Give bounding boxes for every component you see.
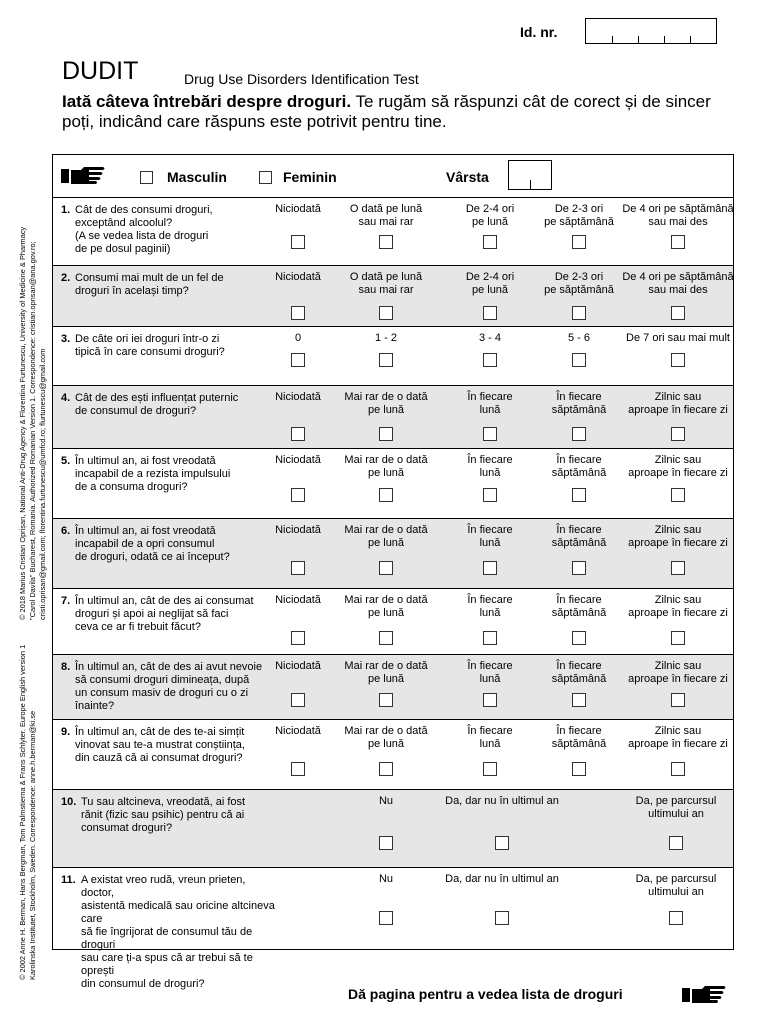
answer-option-label: 3 - 4 bbox=[478, 332, 501, 344]
answer-checkbox[interactable] bbox=[291, 235, 305, 249]
answer-checkbox[interactable] bbox=[379, 836, 393, 850]
answer-checkbox[interactable] bbox=[669, 911, 683, 925]
question-text: În ultimul an, ai fost vreodată incapabil de a rezista impulsului de a consuma droguri? bbox=[75, 455, 231, 493]
id-number-label: Id. nr. bbox=[520, 24, 558, 40]
answer-option-label: Zilnic sau aproape în fiecare zi bbox=[628, 594, 728, 619]
copyright-line: © 2002 Anne H. Berman, Hans Bergman, Tom Palmstierna & Frans Schlyter. Europe English version 1 bbox=[18, 644, 27, 980]
answer-option-label: Da, dar nu în ultimul an bbox=[445, 873, 559, 885]
pointing-hand-icon bbox=[61, 166, 107, 186]
answer-option-label: Niciodată bbox=[275, 454, 321, 466]
answer-option-label: Mai rar de o dată pe lună bbox=[344, 725, 428, 750]
question-number: 9. bbox=[61, 726, 71, 738]
footer-instruction: Dă pagina pentru a vedea lista de droguri bbox=[348, 986, 623, 1002]
answer-option-label: În fiecare lună bbox=[467, 524, 513, 549]
copyright-line: Karolinska Institutet, Stockholm, Sweden. Correspondence: anne.h.berman@ki.se bbox=[28, 710, 37, 980]
question-row bbox=[53, 327, 733, 386]
answer-checkbox[interactable] bbox=[483, 235, 497, 249]
answer-checkbox[interactable] bbox=[483, 427, 497, 441]
answer-checkbox[interactable] bbox=[671, 762, 685, 776]
answer-checkbox[interactable] bbox=[671, 353, 685, 367]
question-number: 11. bbox=[61, 874, 76, 886]
answer-option-label: Zilnic sau aproape în fiecare zi bbox=[628, 725, 728, 750]
answer-option-label: În fiecare săptămână bbox=[551, 725, 607, 750]
answer-checkbox[interactable] bbox=[572, 693, 586, 707]
answer-option-label: De 2-4 ori pe lună bbox=[465, 203, 515, 228]
answer-option-label: Da, pe parcursul ultimului an bbox=[635, 795, 717, 820]
answer-option-label: Zilnic sau aproape în fiecare zi bbox=[628, 660, 728, 685]
answer-option-label: Zilnic sau aproape în fiecare zi bbox=[628, 524, 728, 549]
answer-checkbox[interactable] bbox=[379, 427, 393, 441]
answer-checkbox[interactable] bbox=[671, 631, 685, 645]
answer-checkbox[interactable] bbox=[572, 488, 586, 502]
answer-option-label: Mai rar de o dată pe lună bbox=[344, 391, 428, 416]
answer-option-label: Mai rar de o dată pe lună bbox=[344, 660, 428, 685]
answer-option-label: 1 - 2 bbox=[374, 332, 397, 344]
answer-option-label: În fiecare săptămână bbox=[551, 454, 607, 479]
answer-checkbox[interactable] bbox=[483, 306, 497, 320]
answer-option-label: În fiecare lună bbox=[467, 594, 513, 619]
answer-option-label: Niciodată bbox=[275, 203, 321, 215]
answer-checkbox[interactable] bbox=[572, 353, 586, 367]
answer-option-label: Zilnic sau aproape în fiecare zi bbox=[628, 391, 728, 416]
answer-option-label: Niciodată bbox=[275, 524, 321, 536]
answer-checkbox[interactable] bbox=[379, 306, 393, 320]
age-field[interactable] bbox=[508, 160, 552, 190]
male-label: Masculin bbox=[167, 169, 227, 185]
answer-checkbox[interactable] bbox=[291, 427, 305, 441]
question-text: Consumi mai mult de un fel de droguri în același timp? bbox=[75, 272, 224, 297]
question-text: În ultimul an, cât de des te-ai simțit vinovat sau te-a mustrat conștiința, din cauză că ai consumat droguri? bbox=[75, 726, 245, 764]
answer-checkbox[interactable] bbox=[379, 353, 393, 367]
answer-option-label: De 2-4 ori pe lună bbox=[465, 271, 515, 296]
answer-checkbox[interactable] bbox=[572, 306, 586, 320]
question-text: În ultimul an, cât de des ai consumat droguri și apoi ai neglijat să faci ceva ce ar fi trebuit făcut? bbox=[75, 595, 254, 633]
question-number: 10. bbox=[61, 796, 77, 808]
answer-option-label: 5 - 6 bbox=[567, 332, 590, 344]
question-text: În ultimul an, ai fost vreodată incapabil de a opri consumul de droguri, odată ce ai început? bbox=[75, 525, 230, 563]
answer-checkbox[interactable] bbox=[483, 762, 497, 776]
answer-checkbox[interactable] bbox=[291, 353, 305, 367]
copyright-line: © 2018 Marius Cristian Oprișan, National Anti-Drug Agency & Florentina Furtunescu, University of Medicine & Pharmacy bbox=[18, 226, 27, 620]
answer-option-label: În fiecare săptămână bbox=[551, 660, 607, 685]
question-row bbox=[53, 266, 733, 327]
answer-checkbox[interactable] bbox=[671, 427, 685, 441]
answer-option-label: Nu bbox=[378, 795, 394, 807]
answer-checkbox[interactable] bbox=[495, 911, 509, 925]
question-number: 8. bbox=[61, 661, 71, 673]
page-title: DUDIT bbox=[62, 57, 139, 85]
question-row bbox=[53, 720, 733, 790]
answer-checkbox[interactable] bbox=[379, 488, 393, 502]
answer-checkbox[interactable] bbox=[291, 762, 305, 776]
answer-checkbox[interactable] bbox=[572, 235, 586, 249]
answer-option-label: În fiecare lună bbox=[467, 391, 513, 416]
female-label: Feminin bbox=[283, 169, 337, 185]
question-number: 6. bbox=[61, 525, 71, 537]
answer-option-label: De 7 ori sau mai mult bbox=[626, 332, 730, 344]
answer-option-label: Mai rar de o dată pe lună bbox=[344, 524, 428, 549]
answer-option-label: De 2-3 ori pe săptămână bbox=[544, 203, 614, 228]
question-number: 1. bbox=[61, 204, 71, 216]
answer-checkbox[interactable] bbox=[572, 427, 586, 441]
age-label: Vârsta bbox=[446, 169, 489, 185]
answer-checkbox[interactable] bbox=[379, 235, 393, 249]
answer-option-label: Niciodată bbox=[275, 725, 321, 737]
question-row bbox=[53, 519, 733, 589]
question-number: 7. bbox=[61, 595, 71, 607]
answer-checkbox[interactable] bbox=[379, 631, 393, 645]
answer-option-label: Niciodată bbox=[275, 391, 321, 403]
id-number-field[interactable] bbox=[585, 18, 717, 44]
answer-checkbox[interactable] bbox=[379, 693, 393, 707]
answer-option-label: Nu bbox=[378, 873, 394, 885]
female-checkbox[interactable] bbox=[259, 171, 272, 184]
answer-checkbox[interactable] bbox=[572, 762, 586, 776]
answer-checkbox[interactable] bbox=[572, 631, 586, 645]
answer-option-label: O dată pe lună sau mai rar bbox=[349, 203, 423, 228]
answer-checkbox[interactable] bbox=[379, 911, 393, 925]
answer-option-label: Da, pe parcursul ultimului an bbox=[635, 873, 717, 898]
male-checkbox[interactable] bbox=[140, 171, 153, 184]
answer-option-label: 0 bbox=[294, 332, 302, 344]
answer-option-label: În fiecare lună bbox=[467, 454, 513, 479]
answer-checkbox[interactable] bbox=[671, 235, 685, 249]
answer-option-label: În fiecare săptămână bbox=[551, 594, 607, 619]
question-row bbox=[53, 655, 733, 720]
answer-checkbox[interactable] bbox=[379, 762, 393, 776]
answer-checkbox[interactable] bbox=[483, 561, 497, 575]
answer-option-label: Zilnic sau aproape în fiecare zi bbox=[628, 454, 728, 479]
answer-checkbox[interactable] bbox=[483, 353, 497, 367]
copyright-line: "Carol Davila" Bucharest, Romania. Authorized Romanian Version 1. Correspondence: cristian.oprisan@ana.gov.ro; bbox=[28, 241, 37, 620]
question-row bbox=[53, 386, 733, 449]
answer-option-label: În fiecare lună bbox=[467, 725, 513, 750]
answer-option-label: De 2-3 ori pe săptămână bbox=[544, 271, 614, 296]
question-text: În ultimul an, cât de des ai avut nevoie să consumi droguri dimineața, după un consum masiv de droguri cu o zi înainte? bbox=[75, 661, 263, 712]
answer-option-label: În fiecare lună bbox=[467, 660, 513, 685]
answer-checkbox[interactable] bbox=[572, 561, 586, 575]
intro-rest: Te rugăm să răspunzi cât de corect și de sincer poți, indicând care răspuns este potrivit pentru tine. bbox=[62, 92, 711, 131]
question-row bbox=[53, 868, 733, 990]
answer-checkbox[interactable] bbox=[483, 631, 497, 645]
question-text: Tu sau altcineva, vreodată, ai fost rănit (fizic sau psihic) pentru că ai consumat droguri? bbox=[81, 796, 246, 834]
answer-checkbox[interactable] bbox=[671, 693, 685, 707]
question-text: De câte ori iei droguri într-o zi tipică în care consumi droguri? bbox=[75, 333, 225, 358]
page-subtitle: Drug Use Disorders Identification Test bbox=[184, 71, 419, 87]
answer-checkbox[interactable] bbox=[671, 306, 685, 320]
answer-option-label: De 4 ori pe săptămână sau mai des bbox=[622, 203, 734, 228]
answer-option-label: Da, dar nu în ultimul an bbox=[445, 795, 559, 807]
question-text: A existat vreo rudă, vreun prieten, doctor, asistentă medicală sau oricine altcineva care să fie îngrijorat de consumul tău de droguri sau care ți-a spus că ar trebui să te oprești din consumul de droguri? bbox=[81, 874, 275, 990]
question-row bbox=[53, 790, 733, 868]
answer-option-label: În fiecare săptămână bbox=[551, 524, 607, 549]
pointing-hand-icon bbox=[682, 985, 728, 1005]
question-number: 4. bbox=[61, 392, 71, 404]
answer-option-label: Niciodată bbox=[275, 660, 321, 672]
answer-checkbox[interactable] bbox=[671, 488, 685, 502]
answer-checkbox[interactable] bbox=[669, 836, 683, 850]
answer-checkbox[interactable] bbox=[291, 306, 305, 320]
answer-checkbox[interactable] bbox=[671, 561, 685, 575]
copyright-line: cristi.oprisan@gmail.com; florentina.furtunescu@umfcd.ro; flurtunescu@gmail.com bbox=[38, 348, 47, 620]
question-number: 5. bbox=[61, 455, 71, 467]
question-row bbox=[53, 449, 733, 519]
question-row bbox=[53, 198, 733, 266]
answer-checkbox[interactable] bbox=[291, 488, 305, 502]
answer-checkbox[interactable] bbox=[291, 631, 305, 645]
question-text: Cât de des ești influențat puternic de consumul de droguri? bbox=[75, 392, 239, 417]
answer-checkbox[interactable] bbox=[495, 836, 509, 850]
intro-text bbox=[62, 92, 742, 132]
answer-option-label: De 4 ori pe săptămână sau mai des bbox=[622, 271, 734, 296]
answer-option-label: Niciodată bbox=[275, 594, 321, 606]
answer-option-label: Mai rar de o dată pe lună bbox=[344, 454, 428, 479]
answer-option-label: În fiecare săptămână bbox=[551, 391, 607, 416]
question-number: 2. bbox=[61, 272, 71, 284]
answer-checkbox[interactable] bbox=[379, 561, 393, 575]
answer-option-label: Niciodată bbox=[275, 271, 321, 283]
question-number: 3. bbox=[61, 333, 71, 345]
demographics-row bbox=[53, 155, 733, 198]
answer-option-label: O dată pe lună sau mai rar bbox=[349, 271, 423, 296]
questionnaire-form bbox=[52, 154, 734, 990]
question-text: Cât de des consumi droguri, exceptând alcoolul? (A se vedea lista de droguri de pe dosul paginii) bbox=[75, 204, 213, 255]
answer-checkbox[interactable] bbox=[291, 693, 305, 707]
answer-checkbox[interactable] bbox=[291, 561, 305, 575]
answer-checkbox[interactable] bbox=[483, 488, 497, 502]
question-row bbox=[53, 589, 733, 655]
intro-bold: Iată câteva întrebări despre droguri. bbox=[62, 92, 352, 111]
answer-checkbox[interactable] bbox=[483, 693, 497, 707]
answer-option-label: Mai rar de o dată pe lună bbox=[344, 594, 428, 619]
